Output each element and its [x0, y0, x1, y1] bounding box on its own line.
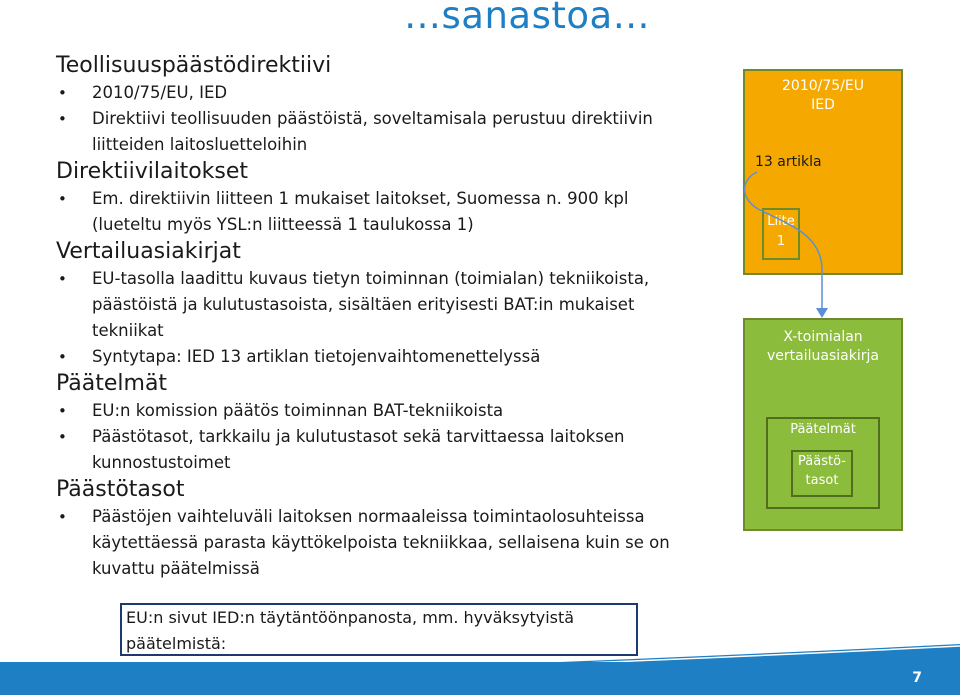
slide-title: …sanastoa… — [404, 0, 651, 37]
conclusions-box — [766, 417, 880, 509]
conclusions-label: Päätelmät — [790, 422, 856, 437]
bullet-list — [56, 186, 696, 238]
list-item: • EU-tasolla laadittu kuvaus tietyn toiminnan (toimialan) tekniikoista, päästöistä ja kulutustasoista, sisältäen erityisesti BAT:in mukaiset tekniikat — [56, 266, 692, 344]
footer-bar — [0, 662, 960, 695]
list-item: • Päästötasot, tarkkailu ja kulutustasot sekä tarvittaessa laitoksen kunnostustoimet — [56, 424, 682, 476]
sector-title: X-toimialan vertailuasiakirja — [767, 329, 879, 364]
list-item: • EU:n komission päätös toiminnan BAT-tekniikoista — [56, 398, 696, 424]
list-item: • Em. direktiivin liitteen 1 mukaiset laitokset, Suomessa n. 900 kpl (lueteltu myös YSL:n liitteessä 1 taulukossa 1) — [56, 186, 652, 238]
section-heading: Direktiivilaitokset — [56, 159, 249, 184]
list-item: • 2010/75/EU, IED — [56, 80, 696, 106]
section-heading: Päätelmät — [56, 371, 168, 396]
sector-bref-box — [743, 318, 903, 531]
bullet-icon: • — [58, 110, 67, 128]
bullet-icon: • — [58, 84, 67, 102]
bullet-list — [56, 504, 696, 582]
list-item: • Direktiivi teollisuuden päästöistä, soveltamisala perustuu direktiivin liitteiden laitosluetteloihin — [56, 106, 682, 158]
section-heading: Teollisuuspäästödirektiivi — [56, 53, 332, 78]
bullet-list — [56, 266, 696, 370]
emission-levels-box: Päästö- tasot — [791, 450, 853, 497]
annex-box: Liite 1 — [762, 208, 800, 260]
ied-box — [743, 69, 903, 275]
page-number: 7 — [912, 670, 922, 686]
bullet-list — [56, 80, 696, 158]
article-label: 13 artikla — [755, 154, 822, 170]
content-area — [56, 52, 696, 582]
note-text: EU:n sivut IED:n täytäntöönpanosta, mm. hyväksytyistä päätelmistä: — [126, 608, 575, 653]
list-item: • Päästöjen vaihteluväli laitoksen normaaleissa toimintaolosuhteissa käytettäessä parasta käyttökelpoista tekniikkaa, sellaisena kuin se on kuvattu päätelmissä — [56, 504, 692, 582]
ied-title: 2010/75/EU IED — [782, 78, 864, 113]
section-heading: Päästötasot — [56, 477, 185, 502]
bullet-icon: • — [58, 428, 67, 446]
bullet-icon: • — [58, 190, 67, 208]
bullet-list — [56, 398, 696, 476]
section-heading: Vertailuasiakirjat — [56, 239, 241, 264]
bullet-icon: • — [58, 508, 67, 526]
bullet-icon: • — [58, 270, 67, 288]
bullet-icon: • — [58, 402, 67, 420]
bullet-icon: • — [58, 348, 67, 366]
list-item: • Syntytapa: IED 13 artiklan tietojenvaihtomenettelyssä — [56, 344, 696, 370]
